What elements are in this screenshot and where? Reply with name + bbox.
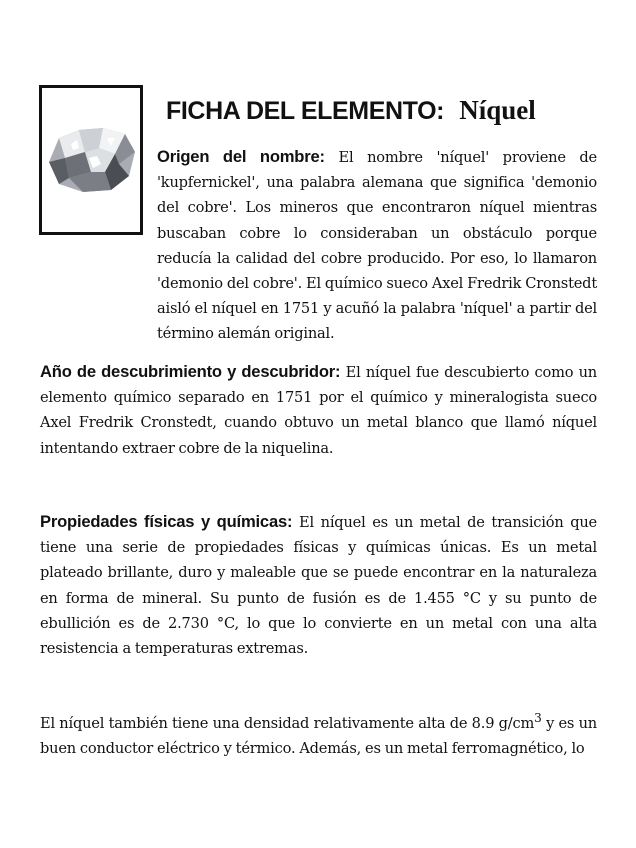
section-densidad-text-after: y es un buen conductor eléctrico y térmico. Además, es un metal ferromagnético, lo bbox=[40, 714, 597, 758]
section-propiedades-text: El níquel es un metal de transición que tiene una serie de propiedades físicas y químicas únicas. Es un metal plateado brillante, duro y maleable que se puede encontrar en la naturaleza en forma de mineral. Su punto de fusión es de 1.455 °C y su punto de ebullición es de 2.730 °C, lo que lo convierte en un metal con una alta resistencia a temperaturas extremas. bbox=[40, 514, 597, 658]
nickel-sample-icon bbox=[45, 124, 137, 196]
section-propiedades-heading: Propiedades físicas y químicas: bbox=[40, 512, 293, 531]
section-origen bbox=[157, 144, 597, 347]
section-descubrimiento-text: El níquel fue descubierto como un elemento químico separado en 1751 por el químico y mineralogista sueco Axel Fredrik Cronstedt, cuando obtuvo un metal blanco que llamó níquel intentando extraer cobre de la niquelina. bbox=[40, 364, 597, 457]
title-label: FICHA DEL ELEMENTO: bbox=[166, 97, 445, 125]
section-propiedades bbox=[40, 509, 597, 661]
section-densidad-text-before: El níquel también tiene una densidad relativamente alta de 8.9 g/cm bbox=[40, 714, 535, 732]
section-origen-text: El nombre 'níquel' proviene de 'kupfernickel', una palabra alemana que significa 'demonio del cobre'. Los mineros que encontraron níquel mientras buscaban cobre lo consideraban un obstáculo porque reducía la calidad del cobre producido. Por eso, lo llamaron 'demonio del cobre'. El químico sueco Axel Fredrik Cronstedt aisló el níquel en 1751 y acuñó la palabra 'níquel' a partir del término alemán original. bbox=[157, 149, 597, 343]
page-title bbox=[166, 90, 536, 129]
element-name: Níquel bbox=[459, 95, 536, 125]
section-descubrimiento bbox=[40, 359, 597, 461]
section-descubrimiento-heading: Año de descubrimiento y descubridor: bbox=[40, 362, 341, 381]
section-densidad bbox=[40, 706, 597, 761]
nickel-image-frame bbox=[39, 85, 143, 235]
density-unit-superscript: 3 bbox=[534, 711, 542, 725]
section-origen-heading: Origen del nombre: bbox=[157, 147, 325, 166]
